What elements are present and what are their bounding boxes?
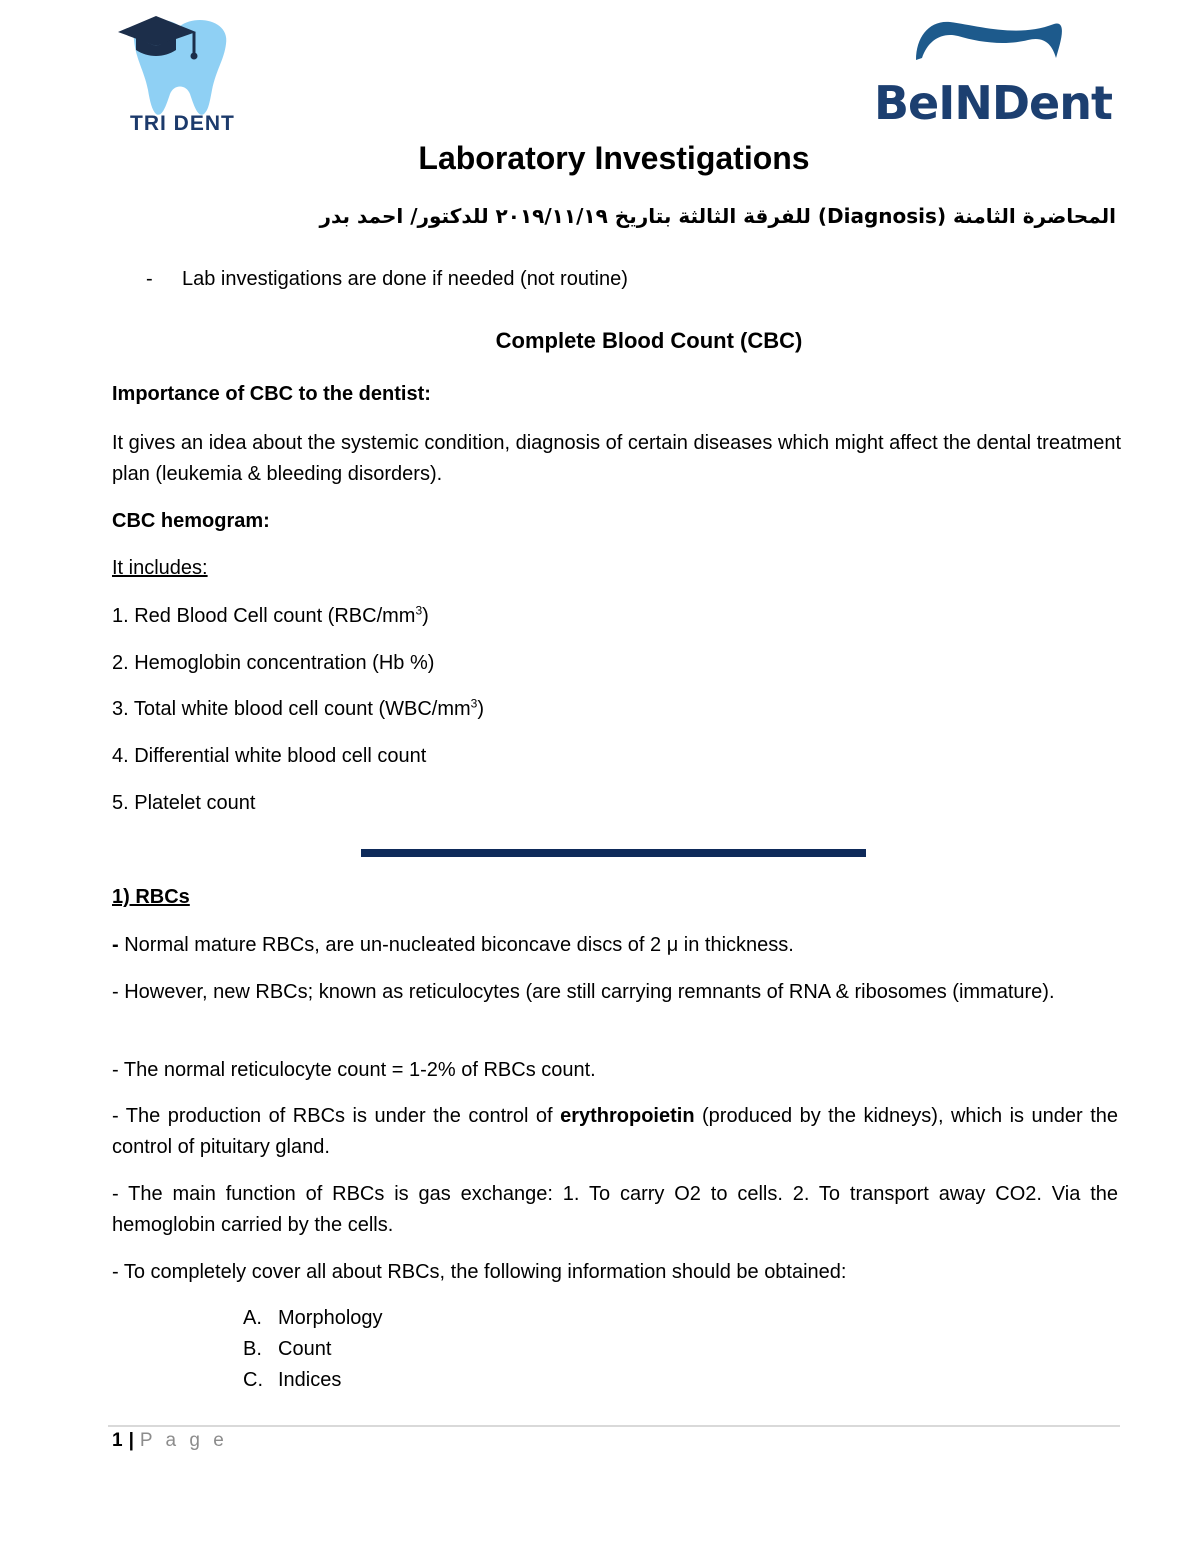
section-divider bbox=[361, 849, 866, 857]
tri-dent-logo-text: TRI DENT bbox=[130, 112, 235, 135]
hemogram-heading: CBC hemogram: bbox=[112, 510, 270, 532]
list-item: C. Indices bbox=[243, 1369, 342, 1391]
importance-text: It gives an idea about the systemic condition, diagnosis of certain diseases which might affect the dental treatment plan (leukemia & bleeding disorders). bbox=[112, 432, 1122, 485]
cbc-item-differential: 4. Differential white blood cell count bbox=[112, 745, 427, 767]
cbc-item-hemoglobin: 2. Hemoglobin concentration (Hb %) bbox=[112, 652, 435, 674]
cbc-item-rbc: 1. Red Blood Cell count $(RBC/mm^3)$ bbox=[112, 603, 429, 627]
beindent-logo-text: BeINDent bbox=[874, 76, 1112, 130]
page-number: 1 bbox=[112, 1430, 123, 1451]
footer-separator: | bbox=[128, 1430, 134, 1451]
rbcs-paragraph-5: - The main function of RBCs is gas exchange: 1. To carry O2 to cells. 2. To transport away CO2. Via the hemoglobin carried by the cells. bbox=[112, 1183, 1118, 1236]
list-item: A. Morphology bbox=[243, 1307, 383, 1329]
list-item: B. Count bbox=[243, 1338, 332, 1360]
cbc-item-wbc: 3. Total white blood cell count $(WBC/mm^3)$ bbox=[112, 696, 485, 720]
rbcs-heading: 1) RBCs bbox=[112, 886, 190, 908]
cbc-item-platelet: 5. Platelet count bbox=[112, 792, 256, 814]
cbc-heading: Complete Blood Count (CBC) bbox=[495, 328, 803, 353]
page-footer bbox=[112, 1430, 228, 1452]
includes-heading: It includes: bbox=[112, 557, 208, 579]
page-title: Laboratory Investigations bbox=[418, 140, 810, 176]
footer-divider bbox=[108, 1425, 1120, 1427]
rbcs-paragraph-2: - However, new RBCs; known as reticulocytes (are still carrying remnants of RNA & ribosomes (immature). bbox=[112, 981, 1055, 1003]
rbcs-paragraph-4: - The production of RBCs is under the control of erythropoietin (produced by the kidneys), which is under the control of pituitary gland. bbox=[112, 1105, 1118, 1158]
lecture-info-arabic: المحاضرة الثامنة (Diagnosis) للفرقة الثالثة بتاريخ ٢٠١٩/١١/١٩ للدكتور/ احمد بدر bbox=[319, 204, 1116, 228]
erythropoietin-term: erythropoietin bbox=[560, 1105, 695, 1127]
rbcs-paragraph-1: - Normal mature RBCs, are un-nucleated biconcave discs of 2 μ in thickness. bbox=[112, 934, 794, 956]
beindent-logo bbox=[868, 14, 1112, 130]
beindent-wave-icon bbox=[868, 14, 1108, 84]
importance-heading: Importance of CBC to the dentist: bbox=[112, 383, 431, 405]
tri-dent-logo bbox=[112, 10, 252, 140]
page-label: P a g e bbox=[139, 1430, 228, 1451]
intro-bullet-text: Lab investigations are done if needed (not routine) bbox=[182, 268, 628, 290]
rbcs-paragraph-6: - To completely cover all about RBCs, the following information should be obtained: bbox=[112, 1261, 847, 1283]
rbcs-paragraph-3: - The normal reticulocyte count = 1-2% of RBCs count. bbox=[112, 1059, 596, 1081]
bullet-dash: - bbox=[146, 268, 153, 290]
